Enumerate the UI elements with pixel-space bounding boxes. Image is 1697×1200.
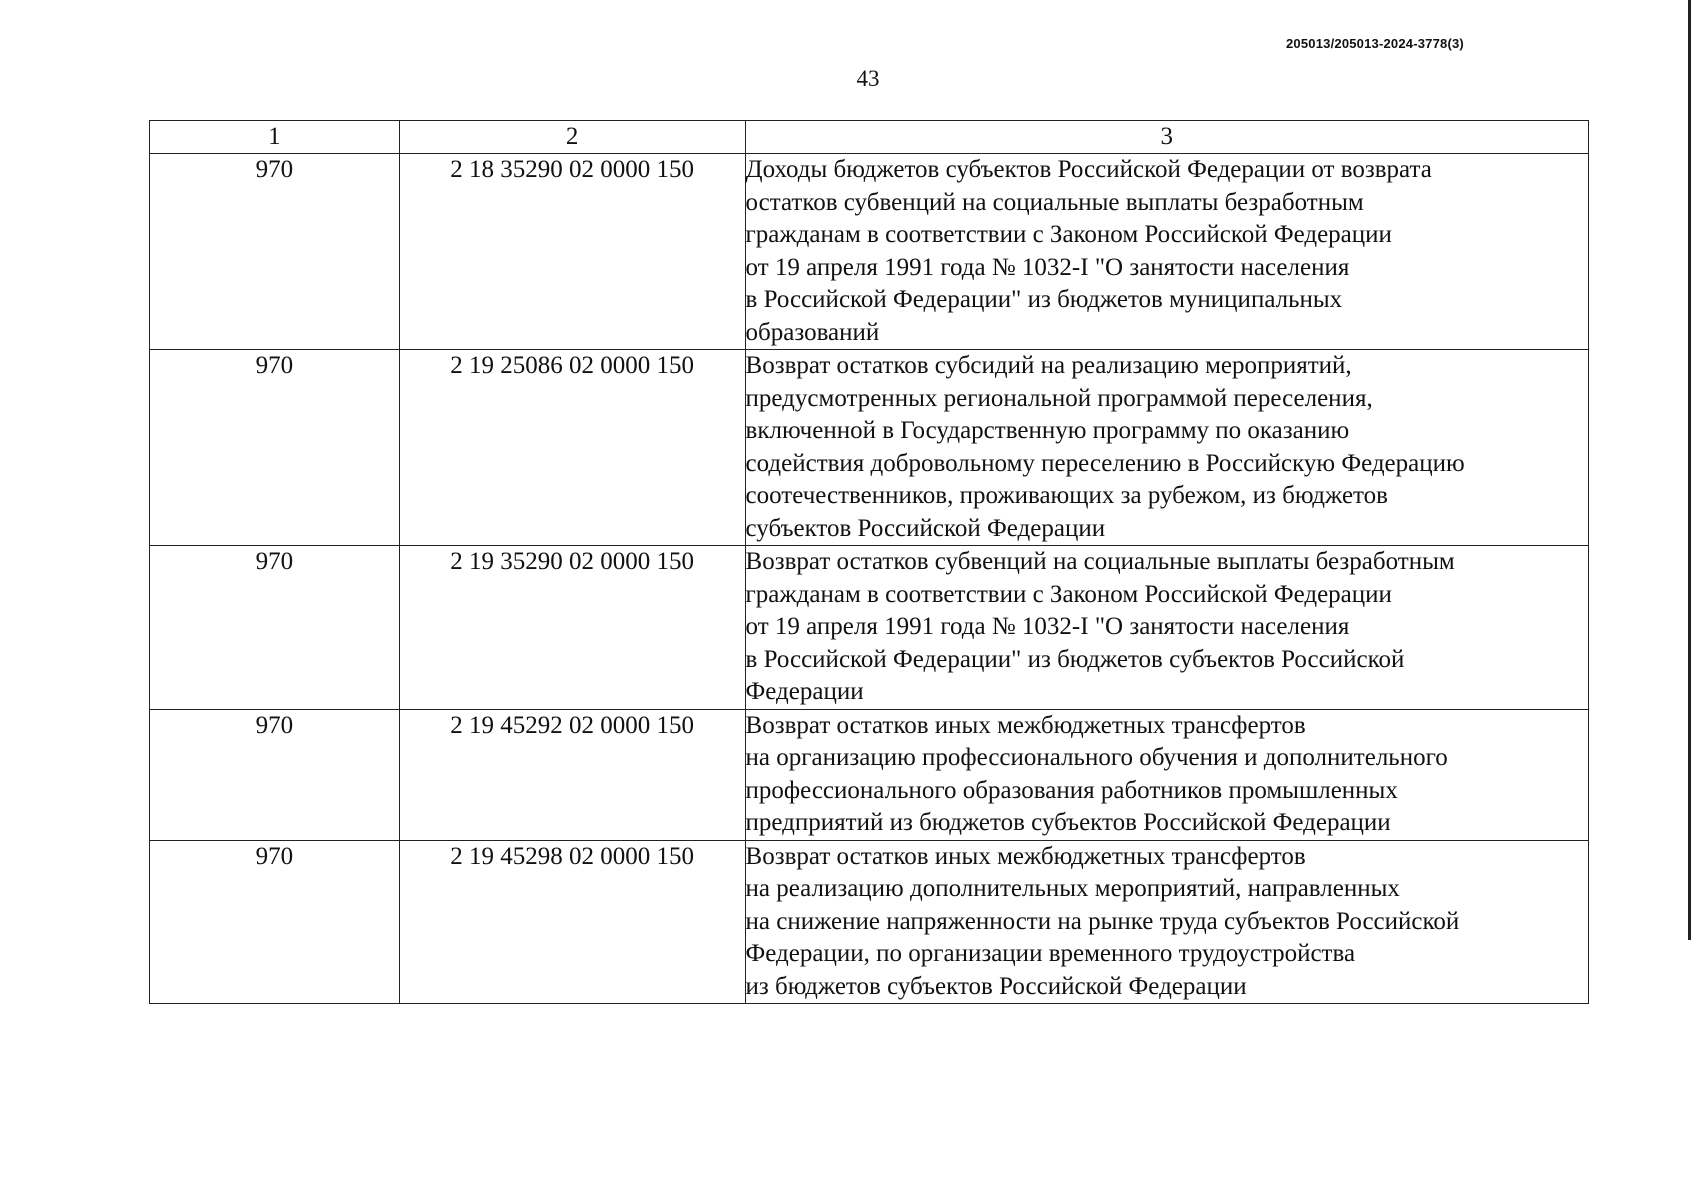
table-row (150, 546, 1589, 710)
description-cell: Возврат остатков субвенций на социальные выплаты безработным гражданам в соответствии с Законом Российской Федерации от 19 апреля 1991 года № 1032-I "О занятости населения в Российской Федерации" из бюджетов субъектов Российской Федерации (745, 546, 1588, 710)
budget-code-cell: 2 19 35290 02 0000 150 (399, 546, 745, 710)
column-header-2: 2 (399, 121, 745, 154)
admin-code-cell: 970 (150, 350, 400, 546)
table-row (150, 154, 1589, 350)
scan-edge-line (1688, 0, 1691, 940)
description-cell: Доходы бюджетов субъектов Российской Федерации от возврата остатков субвенций на социальные выплаты безработным гражданам в соответствии с Законом Российской Федерации от 19 апреля 1991 года № 1032-I "О занятости населения в Российской Федерации" из бюджетов муниципальных образований (745, 154, 1588, 350)
table-header-row (150, 121, 1589, 154)
budget-code-cell: 2 18 35290 02 0000 150 (399, 154, 745, 350)
admin-code-cell: 970 (150, 154, 400, 350)
table-row (150, 350, 1589, 546)
description-cell: Возврат остатков иных межбюджетных трансфертов на реализацию дополнительных мероприятий, направленных на снижение напряженности на рынке труда субъектов Российской Федерации, по организации временного трудоустройства из бюджетов субъектов Российской Федерации (745, 840, 1588, 1004)
budget-code-cell: 2 19 25086 02 0000 150 (399, 350, 745, 546)
description-cell: Возврат остатков субсидий на реализацию мероприятий, предусмотренных региональной программой переселения, включенной в Государственную программу по оказанию содействия добровольному переселению в Российскую Федерацию соотечественников, проживающих за рубежом, из бюджетов субъектов Российской Федерации (745, 350, 1588, 546)
column-header-1: 1 (150, 121, 400, 154)
budget-code-cell: 2 19 45298 02 0000 150 (399, 840, 745, 1004)
column-header-3: 3 (745, 121, 1588, 154)
table-row (150, 709, 1589, 840)
table-row (150, 840, 1589, 1004)
document-id: 205013/205013-2024-3778(3) (1286, 36, 1464, 51)
admin-code-cell: 970 (150, 546, 400, 710)
admin-code-cell: 970 (150, 709, 400, 840)
budget-code-cell: 2 19 45292 02 0000 150 (399, 709, 745, 840)
page-number: 43 (856, 66, 880, 91)
admin-code-cell: 970 (150, 840, 400, 1004)
budget-codes-table (149, 120, 1589, 1004)
description-cell: Возврат остатков иных межбюджетных трансфертов на организацию профессионального обучения и дополнительного профессионального образования работников промышленных предприятий из бюджетов субъектов Российской Федерации (745, 709, 1588, 840)
